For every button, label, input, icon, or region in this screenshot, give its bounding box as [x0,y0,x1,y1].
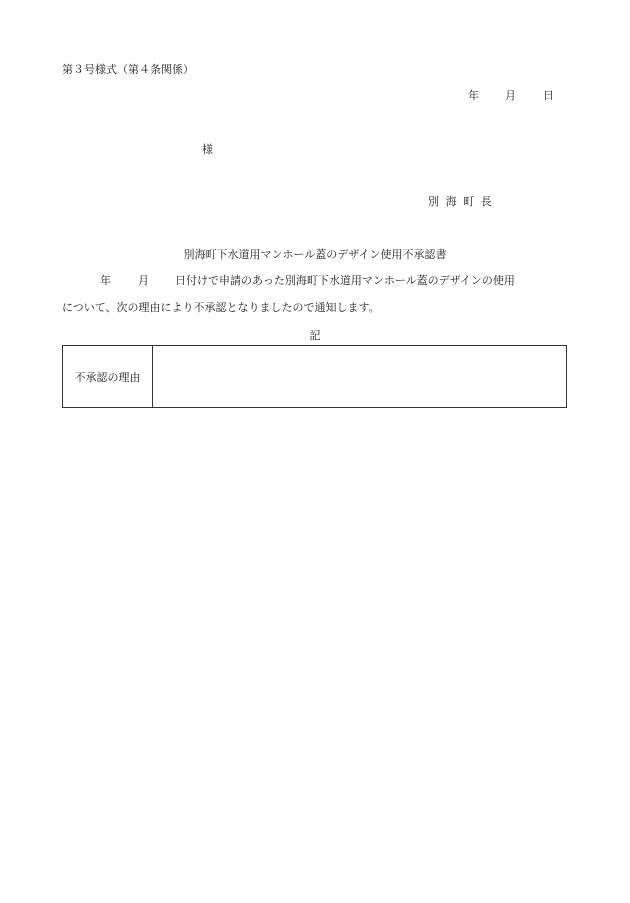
reason-value-cell [153,346,566,407]
reason-table [62,345,567,408]
date-day-label: 日 [543,89,554,102]
date-year-label: 年 [468,89,479,102]
document-title: 別海町下水道用マンホール蓋のデザイン使用不承認書 [183,248,447,261]
form-number: 第３号様式（第４条関係） [62,63,194,76]
body-month-label: 月 [138,274,149,287]
reason-label-cell [63,346,153,407]
body-line-1 [62,272,515,288]
body-line-1-text: 日付けで申請のあった別海町下水道用マンホール蓋のデザインの使用 [175,274,515,287]
body-line-2: について、次の理由により不承認となりましたので通知します。 [62,301,380,314]
reason-label: 不承認の理由 [74,370,141,384]
note-heading: 記 [309,329,321,342]
issuer-name: 別海町長 [428,195,499,208]
date-month-label: 月 [505,89,516,102]
date-line [468,87,554,103]
body-year-label: 年 [100,274,111,287]
addressee-suffix: 様 [202,143,213,156]
